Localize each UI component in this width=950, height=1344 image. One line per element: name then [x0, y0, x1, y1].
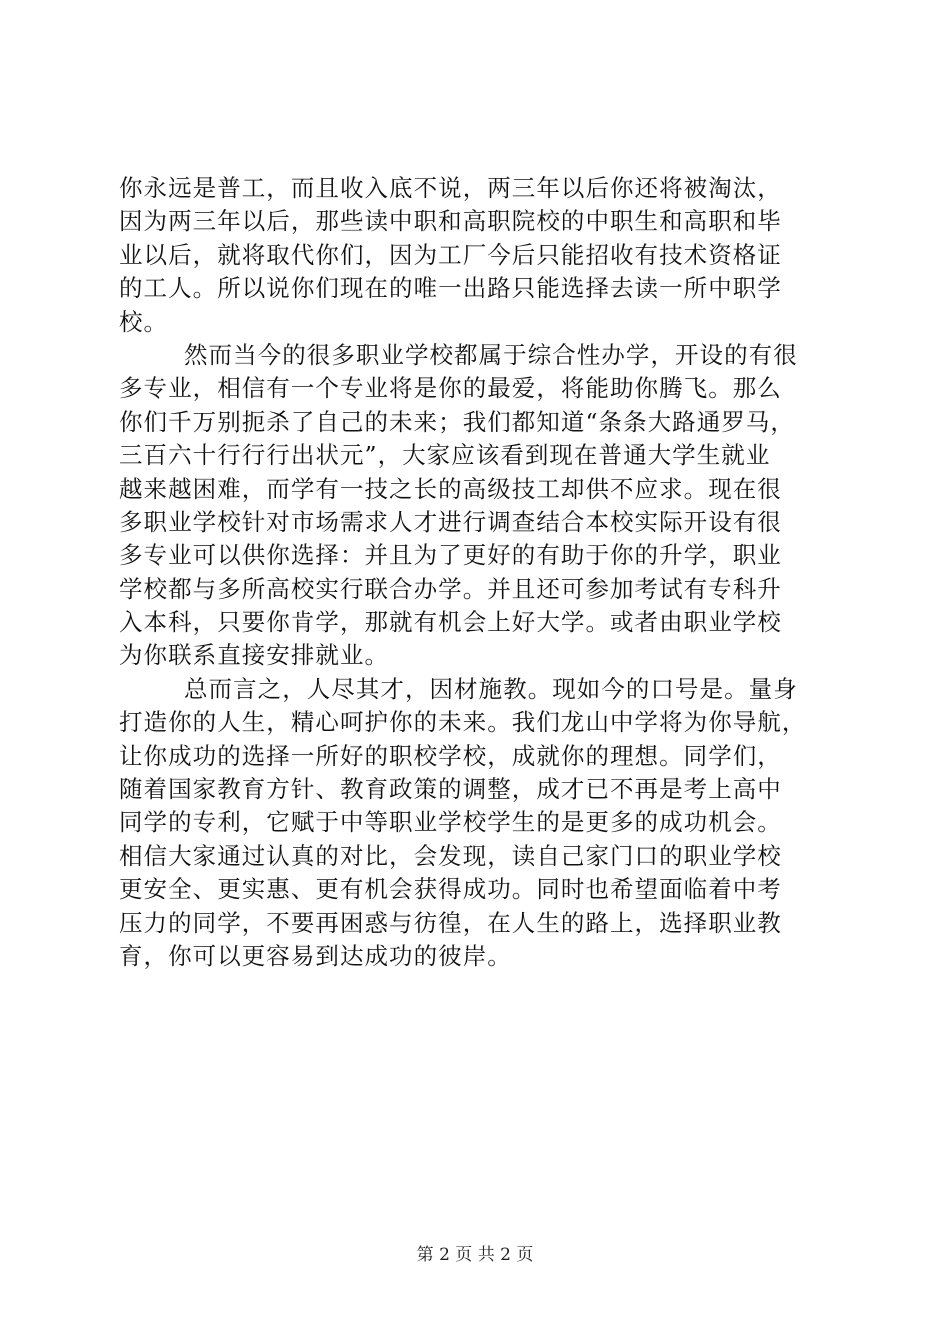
text-line: 然而当今的很多职业学校都属于综合性办学，开设的有很 [184, 340, 798, 369]
text-line: 入本科，只要你肯学，那就有机会上好大学。或者由职业学校 [119, 608, 782, 637]
text-line: 你永远是普工，而且收入底不说，两三年以后你还将被淘汰， [119, 174, 782, 202]
text-line: 同学的专利，它赋于中等职业学校学生的是更多的成功机会。 [119, 808, 782, 837]
paragraph [119, 339, 831, 673]
text-line: 压力的同学，不要再困惑与彷徨，在人生的路上，选择职业教 [119, 908, 782, 937]
text-line: 多专业可以供你选择：并且为了更好的有助于你的升学，职业 [119, 541, 782, 570]
text-line: 学校都与多所高校实行联合办学。并且还可参加考试有专科升 [119, 574, 782, 603]
text-line: 打造你的人生，精心呵护你的未来。我们龙山中学将为你导航， [119, 708, 807, 737]
paragraph [119, 172, 831, 339]
text-line: 更安全、更实惠、更有机会获得成功。同时也希望面临着中考 [119, 875, 782, 904]
text-line: 因为两三年以后，那些读中职和高职院校的中职生和高职和毕 [119, 207, 782, 236]
text-line: 越来越困难，而学有一技之长的高级技工却供不应求。现在很 [119, 474, 782, 503]
document-body [119, 172, 831, 973]
text-line: 总而言之，人尽其才，因材施教。现如今的口号是。量身 [184, 674, 798, 703]
paragraph [119, 673, 831, 974]
text-line: 为你联系直接安排就业。 [119, 641, 390, 670]
page-number-footer: 第 2 页 共 2 页 [416, 1245, 534, 1265]
text-line: 的工人。所以说你们现在的唯一出路只能选择去读一所中职学 [119, 274, 782, 303]
text-line: 让你成功的选择一所好的职校学校，成就你的理想。同学们， [119, 741, 782, 770]
text-line: 相信大家通过认真的对比，会发现，读自己家门口的职业学校 [119, 841, 782, 870]
text-line: 多专业，相信有一个专业将是你的最爱，将能助你腾飞。那么 [119, 374, 782, 403]
text-line: 校。 [119, 307, 169, 336]
text-line: 随着国家教育方针、教育政策的调整，成才已不再是考上高中 [119, 775, 782, 804]
text-line: 三百六十行行行出状元”，大家应该看到现在普通大学生就业 [119, 441, 771, 470]
text-line: 育，你可以更容易到达成功的彼岸。 [119, 941, 512, 970]
text-line: 业以后，就将取代你们，因为工厂今后只能招收有技术资格证 [119, 240, 782, 269]
text-line: 多职业学校针对市场需求人才进行调查结合本校实际开设有很 [119, 507, 782, 536]
text-line: 你们千万别扼杀了自己的未来；我们都知道“条条大路通罗马， [119, 407, 795, 436]
